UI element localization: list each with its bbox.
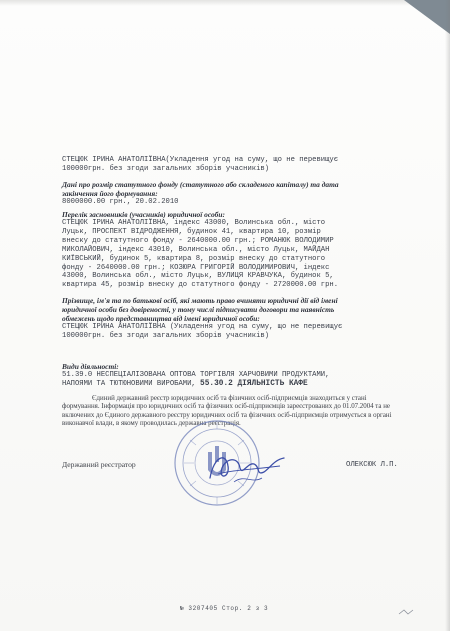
representatives-section <box>62 296 422 341</box>
text-line: МИКОЛАЙОВИЧ, індекс 43010, Волинська обл., місто Луцьк, МАЙДАН <box>62 245 330 254</box>
note-line: Єдиний державний реєстр юридичних осіб та фізичних осіб-підприємців знаходиться у стані <box>92 395 367 402</box>
text-line: СТЕЦЮК ІРИНА АНАТОЛІЇВНА, індекс 43000, Волинська обл., місто <box>62 219 326 227</box>
page-edge-shadow <box>0 0 450 6</box>
text-line: КИЇВСЬКИЙ, будинок 5, квартира 8, розмір внеску до статутного <box>62 254 326 263</box>
text-line: 100000грн. без згоди загальних зборів учасників) <box>62 331 270 340</box>
text-line: внеску до статутного фонду - 2640000.00 грн.; РОМАНЮК ВОЛОДИМИР <box>62 236 334 245</box>
founders-section <box>62 210 422 290</box>
text-line: СТЕЦЮК ІРИНА АНАТОЛІЇВНА (Укладення угод на суму, що не перевищує <box>62 323 343 331</box>
folded-corner <box>404 0 450 34</box>
founders-heading: Перелік засновників (учасників) юридичної особи: <box>62 210 225 219</box>
page-footer: № 3207405 Стор. 2 з 3 <box>180 605 269 612</box>
activity-line: 51.39.0 НЕСПЕЦІАЛІЗОВАНА ОПТОВА ТОРГІВЛЯ ХАРЧОВИМИ ПРОДУКТАМИ, <box>62 371 330 379</box>
registrar-label: Державний реєстратор <box>62 460 136 469</box>
text-line: 43000, Волинська обл., місто Луцьк, ВУЛИЦЯ КРАВЧУКА, будинок 5, <box>62 272 334 281</box>
registrar-name: ОЛЕКСЮК Л.П. <box>346 461 398 469</box>
text-line: фонду - 2640000.00 грн.; КОЗЮРА ГРИГОРІЙ ВОЛОДИМИРОВИЧ, індекс <box>62 263 330 272</box>
capital-heading: закінчення його формування: <box>62 189 158 198</box>
handwritten-signature <box>204 448 290 488</box>
activities-heading: Види діяльності: <box>62 362 119 371</box>
activity-text: НАПОЯМИ ТА ТЮТЮНОВИМИ ВИРОБАМИ, <box>62 379 196 388</box>
text-line: СТЕЦЮК ІРИНА АНАТОЛІЇВНА(Укладення угод на суму, що не перевищує <box>62 156 339 164</box>
activities-section <box>62 362 422 389</box>
text-line: Луцьк, ПРОСПЕКТ ВІДРОДЖЕННЯ, будинок 41, квартира 10, розмір <box>62 227 321 236</box>
representatives-heading: Прізвище, ім'я та по батькові осіб, які мають право вчиняти юридичні дії від імені <box>62 296 338 305</box>
note-line: виконавчої влади, в якому проводилась державна реєстрація. <box>62 420 241 428</box>
note-line: формування. Інформація про юридичних осіб та фізичних осіб-підприємців зареєстрованих до 01.07.2004 та не <box>62 403 390 411</box>
founder-continuation <box>62 156 422 174</box>
representatives-heading: обмежень щодо представництва від імені юридичної особи: <box>62 314 260 323</box>
capital-section <box>62 180 422 207</box>
page-right-shadow <box>445 0 450 631</box>
activity-kafe: 55.30.2 ДІЯЛЬНІСТЬ КАФЕ <box>200 379 308 388</box>
note-line: включених до Єдиного державного реєстру юридичних осіб та фізичних осіб-підприємців отримується в органі <box>62 411 392 419</box>
text-line: 100000грн. без згоди загальних зборів учасників) <box>62 164 270 173</box>
capital-value: 8000000.00 грн., 20.02.2010 <box>62 198 179 206</box>
corner-mark <box>398 608 414 616</box>
activity-line-2 <box>62 380 422 389</box>
capital-heading: Дані про розмір статутного фонду (статутного або складеного капіталу) та дата <box>62 180 339 189</box>
text-line: квартира 45, розмір внеску до статутного фонду - 2720000.00 грн. <box>62 281 339 290</box>
representatives-heading: юридичної особи без довіреності, у тому числі підписувати договори та наявність <box>62 305 335 314</box>
